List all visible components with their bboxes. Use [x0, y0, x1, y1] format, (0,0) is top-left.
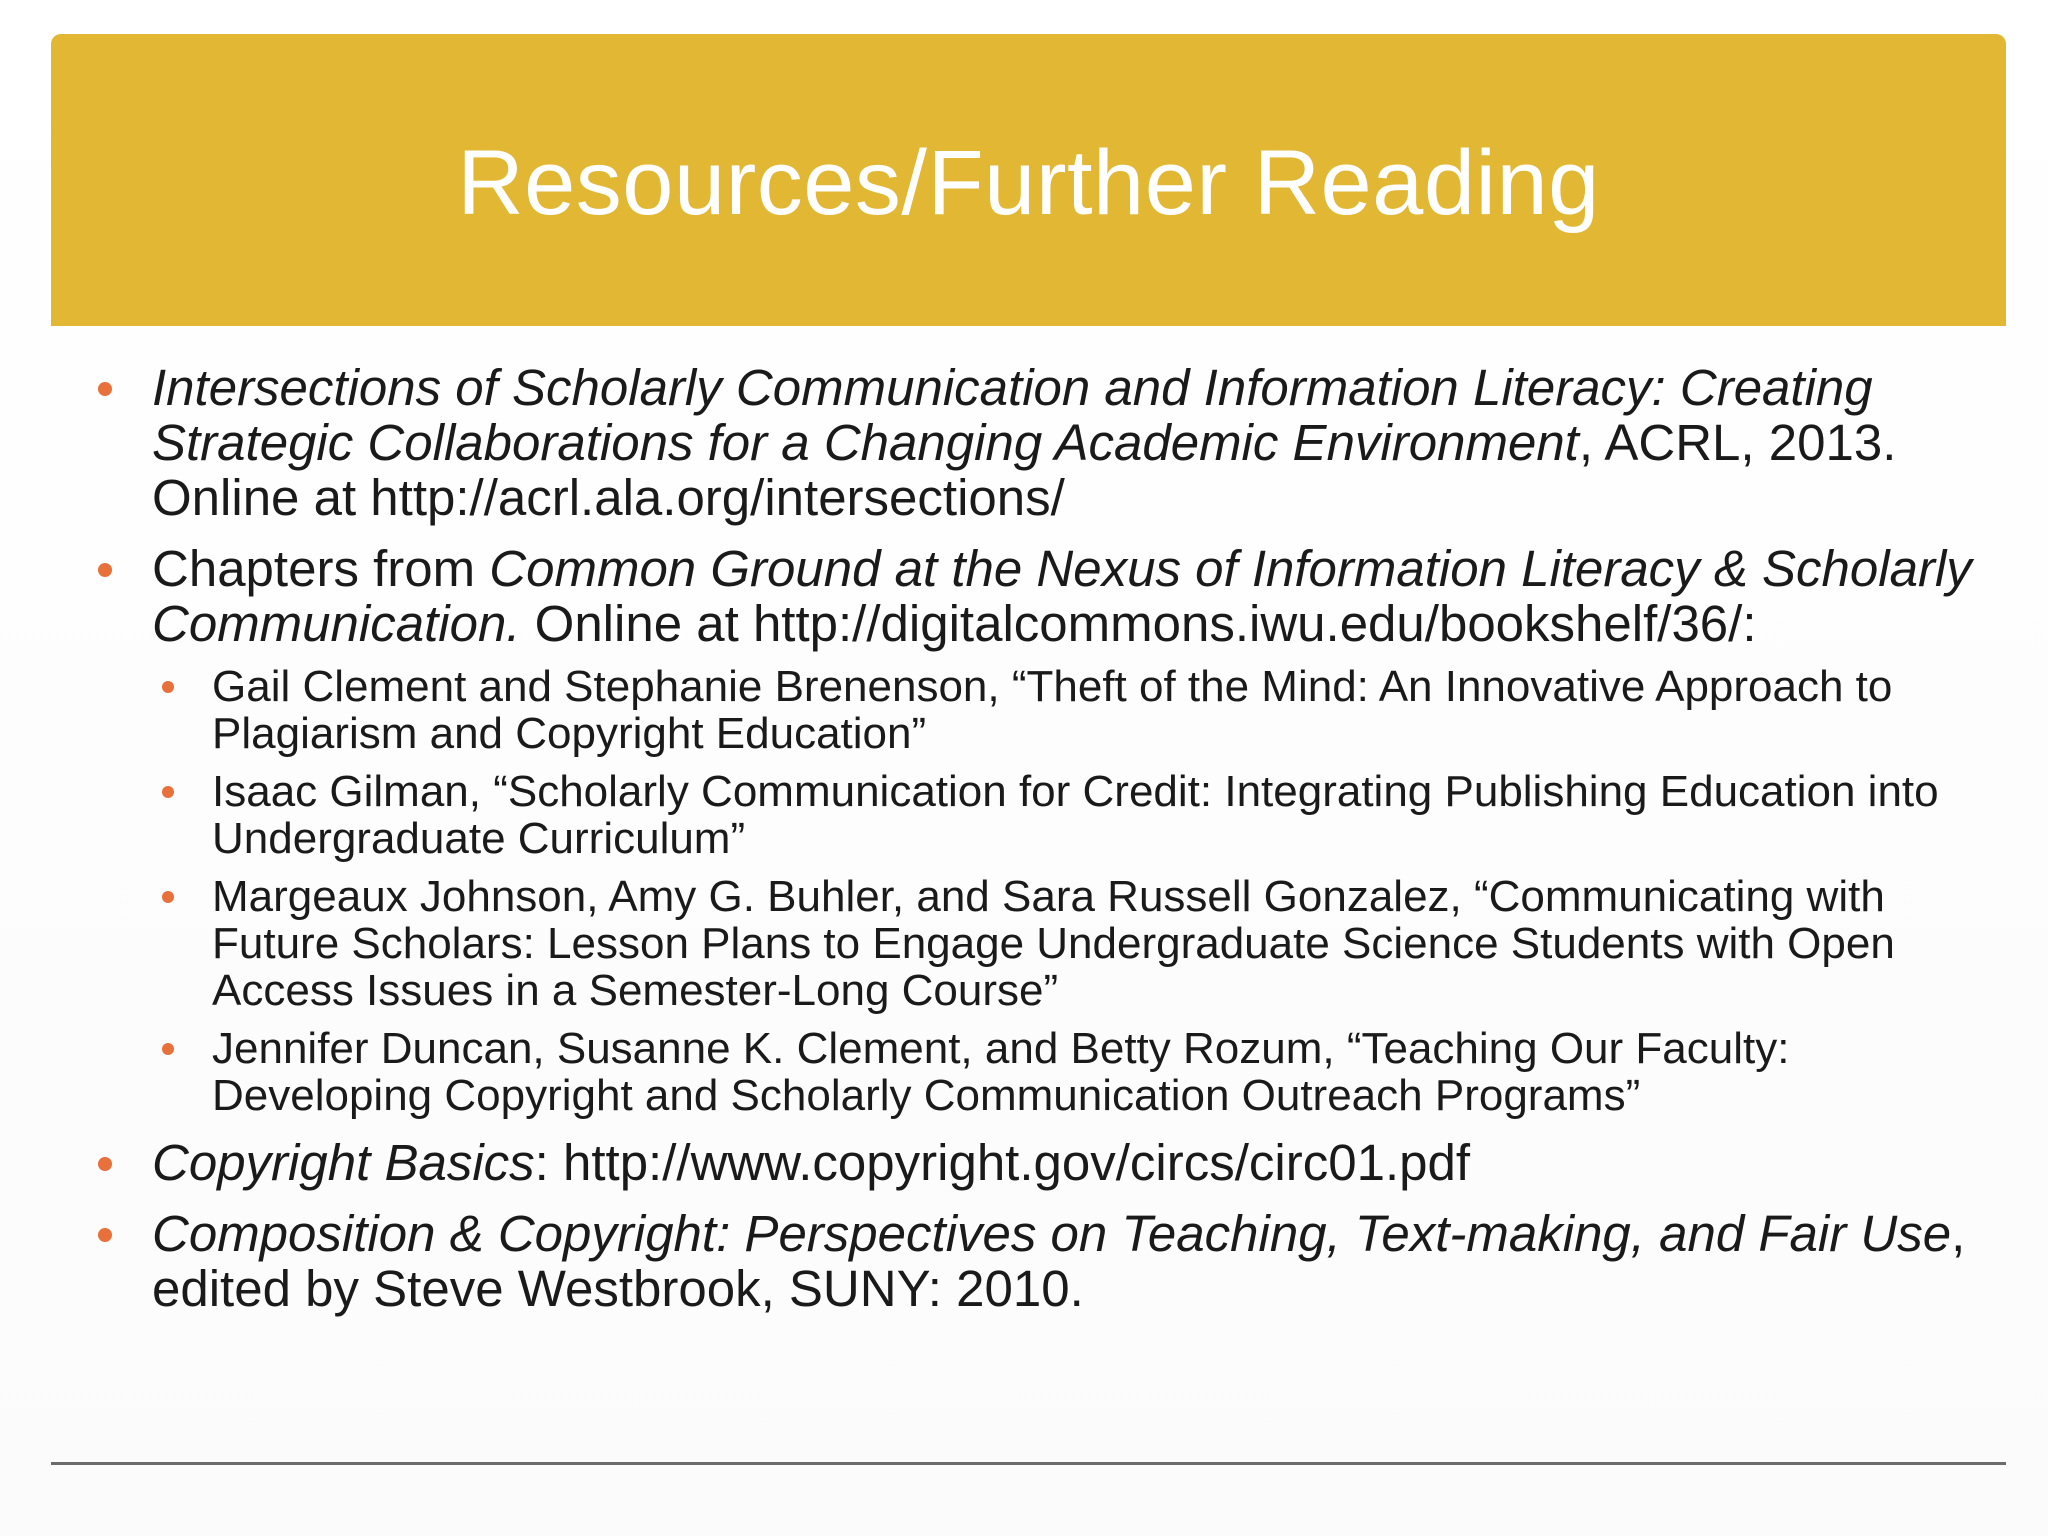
- footer-divider: [51, 1462, 2006, 1465]
- bullet-icon: [162, 681, 174, 693]
- chapter-text: Margeaux Johnson, Amy G. Buhler, and Sara Russell Gonzalez, “Communicating with Future Scholars: Lesson Plans to Engage Undergraduate Science Students with Open Access Issues in a Semester-Long Course”: [212, 872, 1895, 1015]
- resource-list: [96, 360, 1976, 1316]
- slide-content: [96, 360, 1976, 1332]
- resource-title: Composition & Copyright: Perspectives on Teaching, Text-making, and Fair Use: [152, 1205, 1952, 1262]
- bullet-icon: [98, 382, 112, 396]
- bullet-icon: [98, 563, 112, 577]
- chapter-item: [152, 1025, 1976, 1119]
- list-item: [96, 1206, 1976, 1316]
- resource-title: Copyright Basics: [152, 1134, 535, 1191]
- title-banner: [51, 34, 2006, 326]
- chapter-item: [152, 873, 1976, 1014]
- list-item: [96, 360, 1976, 525]
- bullet-icon: [162, 1043, 174, 1055]
- resource-lead: Chapters from: [152, 540, 490, 597]
- resource-details: , ACRL, 2013. Online at http://acrl.ala.org/intersections/: [152, 414, 1897, 526]
- bullet-icon: [98, 1157, 112, 1171]
- bullet-icon: [98, 1228, 112, 1242]
- chapter-item: [152, 768, 1976, 862]
- resource-details: : http://www.copyright.gov/circs/circ01.pdf: [534, 1134, 1471, 1191]
- chapter-text: Isaac Gilman, “Scholarly Communication for Credit: Integrating Publishing Education into Undergraduate Curriculum”: [212, 767, 1939, 863]
- list-item: [96, 541, 1976, 1119]
- chapter-item: [152, 663, 1976, 757]
- bullet-icon: [162, 786, 174, 798]
- chapter-list: [152, 663, 1976, 1119]
- resource-title: Common Ground at the Nexus of Information Literacy & Scholarly Communication.: [152, 540, 1972, 652]
- chapter-text: Jennifer Duncan, Susanne K. Clement, and Betty Rozum, “Teaching Our Faculty: Developing Copyright and Scholarly Communication Outreach Programs”: [212, 1024, 1790, 1120]
- bullet-icon: [162, 891, 174, 903]
- slide-title: Resources/Further Reading: [457, 131, 1600, 234]
- resource-details: Online at http://digitalcommons.iwu.edu/bookshelf/36/:: [520, 595, 1757, 652]
- resource-title: Intersections of Scholarly Communication and Information Literacy: Creating Strategic Collaborations for a Changing Academic Environment: [152, 359, 1873, 471]
- chapter-text: Gail Clement and Stephanie Brenenson, “Theft of the Mind: An Innovative Approach to Plagiarism and Copyright Education”: [212, 662, 1893, 758]
- resource-details: , edited by Steve Westbrook, SUNY: 2010.: [152, 1205, 1966, 1317]
- list-item: [96, 1135, 1976, 1190]
